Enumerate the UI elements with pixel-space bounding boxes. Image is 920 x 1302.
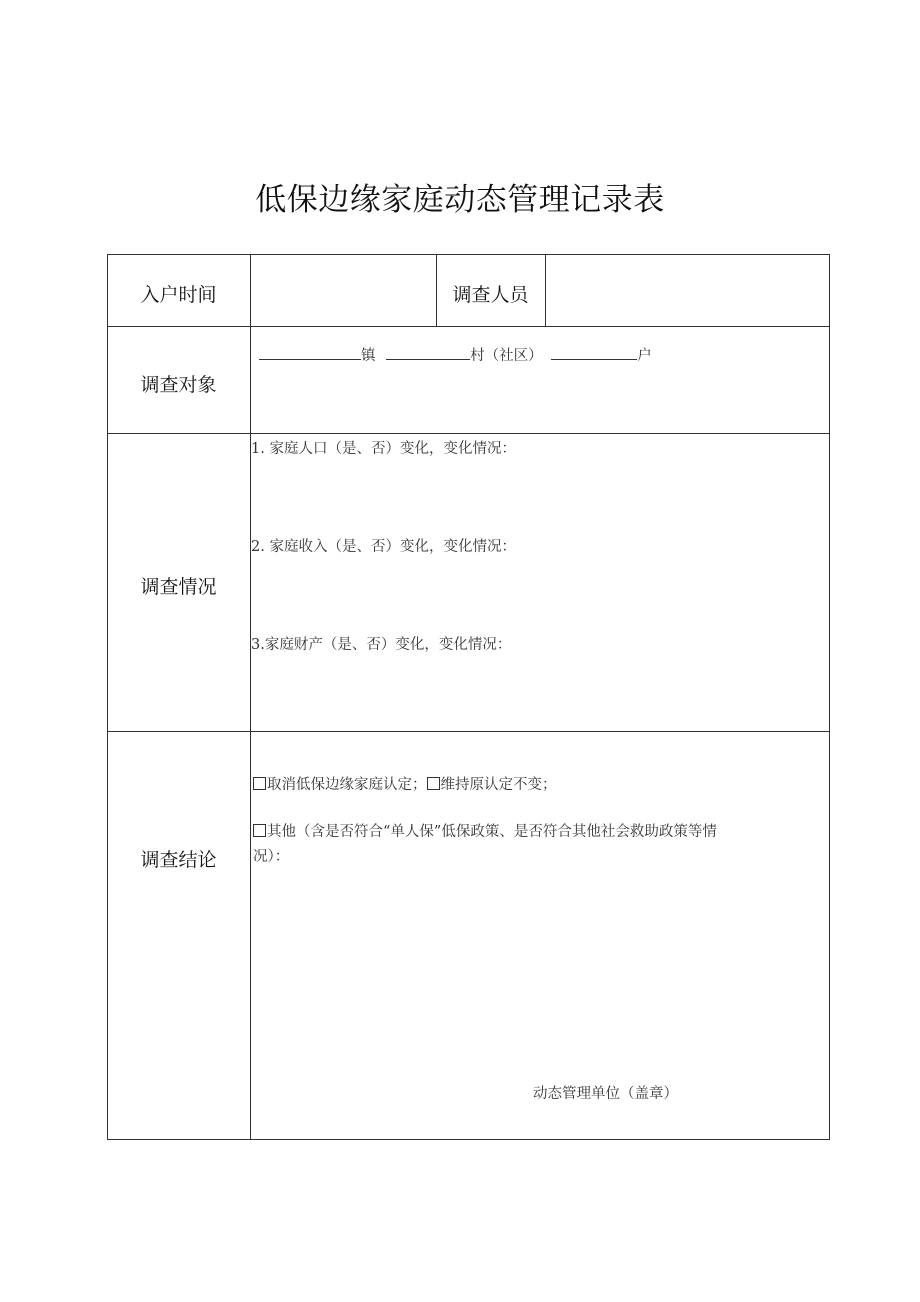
conclusion-label: 调查结论 <box>140 849 217 871</box>
household-suffix: 户 <box>637 348 652 364</box>
other-option-label: 其他（含是否符合“单人保”低保政策、是否符合其他社会救助政策等情 <box>267 824 717 840</box>
situation-item: 2. 家庭收入（是、否）变化，变化情况： <box>251 539 516 555</box>
visit-time-label: 入户时间 <box>140 284 217 306</box>
household-blank[interactable] <box>551 344 637 360</box>
conclusion-options-line <box>253 773 557 794</box>
table-border-bottom <box>107 1139 830 1140</box>
village-suffix: 村（社区） <box>470 348 543 364</box>
cancel-option-label: 取消低保边缘家庭认定； <box>267 777 427 793</box>
table-border-top <box>107 254 830 255</box>
row-divider <box>107 731 830 732</box>
page-title: 低保边缘家庭动态管理记录表 <box>255 182 665 218</box>
other-option-continued: 况）： <box>253 849 290 865</box>
visit-time-field[interactable] <box>257 278 427 302</box>
investigator-field[interactable] <box>553 278 823 302</box>
situation-label: 调查情况 <box>140 576 217 598</box>
situation-item: 1. 家庭人口（是、否）变化，变化情况： <box>251 441 516 457</box>
subject-address-line <box>259 344 652 365</box>
other-checkbox[interactable] <box>253 824 266 837</box>
other-option-line <box>253 820 717 841</box>
cancel-checkbox[interactable] <box>253 777 266 790</box>
subject-label: 调查对象 <box>140 374 217 396</box>
row-divider <box>107 433 830 434</box>
row-divider <box>107 326 830 327</box>
town-blank[interactable] <box>259 344 361 360</box>
town-suffix: 镇 <box>361 348 376 364</box>
situation-item: 3.家庭财产（是、否）变化，变化情况： <box>251 637 512 653</box>
table-border-right <box>829 254 830 1140</box>
record-table <box>107 254 830 1140</box>
keep-option-label: 维持原认定不变； <box>440 777 557 793</box>
investigator-label: 调查人员 <box>452 284 529 306</box>
stamp-label: 动态管理单位（盖章） <box>533 1086 678 1102</box>
keep-checkbox[interactable] <box>427 777 440 790</box>
village-blank[interactable] <box>386 344 470 360</box>
column-divider <box>250 254 251 1140</box>
column-divider <box>545 254 546 327</box>
